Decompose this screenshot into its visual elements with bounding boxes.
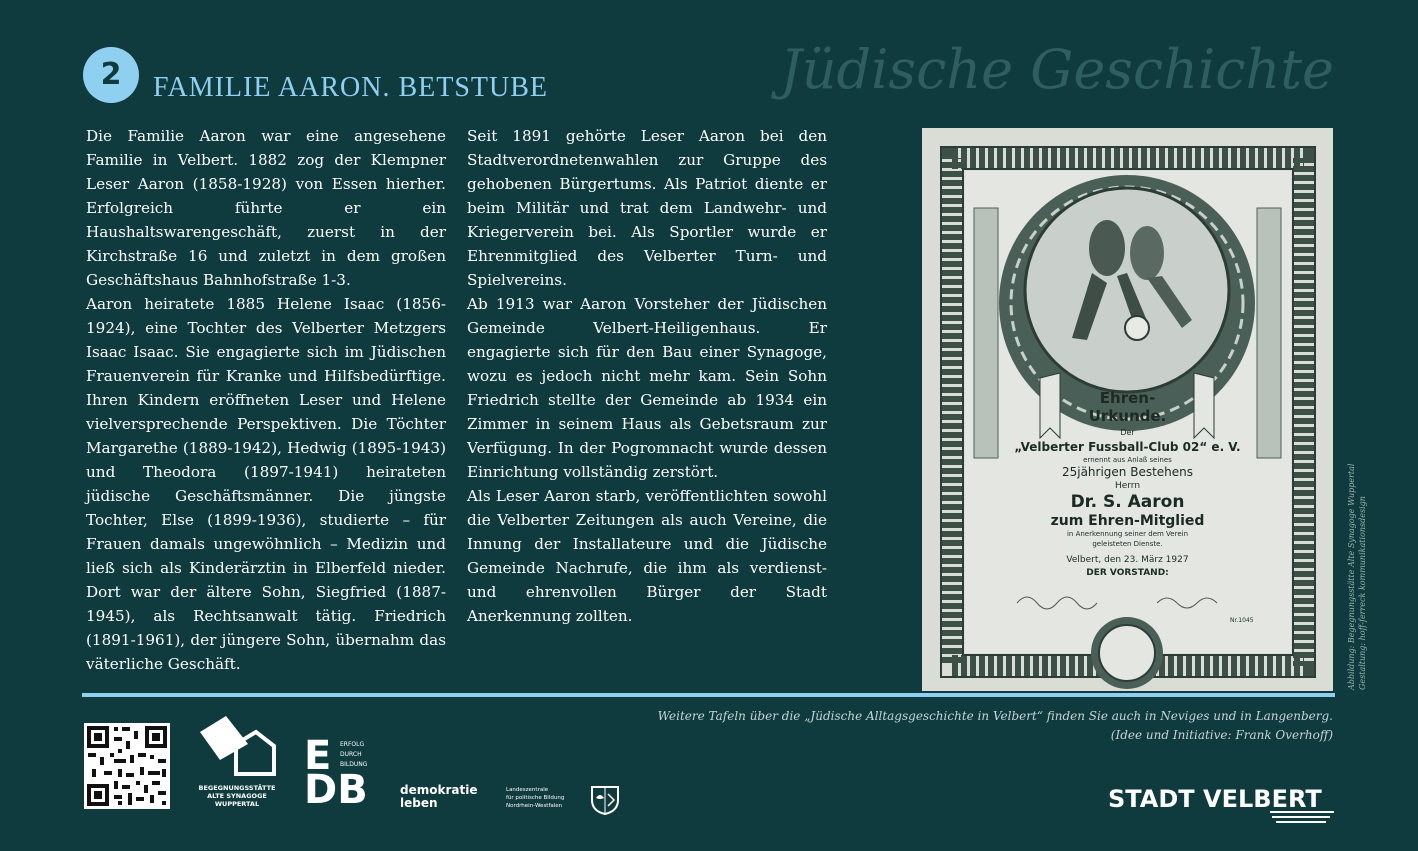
certificate-club: „Velberter Fussball-Club 02“ e. V. [1014,440,1241,454]
series-watermark: Jüdische Geschichte [780,38,1334,101]
honorary-certificate-image [922,128,1333,691]
logo-text: E [304,733,332,779]
paragraph: Ab 1913 war Aaron Vorsteher der Jüdischen Gemeinde Velbert-Heiligenhaus. Er engagierte sich für den Bau einer Synagoge, wozu es jedoch nicht mehr kam. Sein Sohn Friedrich stellte der Gemeinde ab 1934 ein Zimmer in seinem Haus als Gebetsraum zur Verfügung. In der Pogromnacht wurde dessen Einrichtung vollständig zerstört. [467,295,827,481]
certificate-role: zum Ehren-Mitglied [1050,513,1205,529]
certificate-date: Velbert, den 23. März 1927 [1066,555,1189,565]
design-credit: Gestaltung: hoff-ferreck kommunikationsdesign [1358,496,1367,690]
certificate-text: in Anerkennung seiner dem Verein [1066,530,1189,538]
footer-note [658,707,1333,745]
certificate-honoree: Dr. S. Aaron [1070,492,1185,512]
paragraph: Als Leser Aaron starb, veröffentlichten sowohl die Velberter Zeitungen als auch Vereine, die Innung der Installateure und die Jüdische Gemeinde Nachrufe, die ihm als verdienst- und ehrenvollen Bürger der Stadt Anerkennung zollten. [467,487,827,625]
certificate-serial: Nr.1045 [1230,617,1254,624]
demokratie-leben-logo [400,784,477,810]
footer-note-line: Weitere Tafeln über die „Jüdische Alltagsgeschichte in Velbert“ finden Sie auch in Neviges und in Langenberg. [657,709,1333,723]
certificate-heading: Urkunde. [1088,407,1167,425]
paragraph: Seit 1891 gehörte Leser Aaron bei den Stadtverordnetenwahlen zur Gruppe des gehobenen Bürgertums. Als Patriot diente er beim Militär und trat dem Landwehr- und Kriegerverein bei. Als Sportler wurde er Ehrenmitglied des Velberter Turn- und Spielvereins. [467,127,827,289]
logo-text: Nordrhein-Westfalen [506,803,563,809]
logo-text: WUPPERTAL [214,800,260,808]
certificate-board: DER VORSTAND: [1086,568,1169,578]
certificate-text: Der [1120,428,1135,437]
certificate-text: geleisteten Dienste. [1092,540,1163,548]
nrw-crest-icon [589,784,621,816]
certificate-text: Herrn [1114,481,1141,491]
stadt-velbert-underline [1268,808,1338,824]
logo-text: ERFOLG [340,741,365,748]
image-credit-caption [1346,463,1376,691]
logo-text: ALTE SYNAGOGE [207,792,267,800]
logo-text: BILDUNG [340,761,368,768]
text-column-left [86,124,446,676]
image-credit: Abbildung: Begegnungsstätte Alte Synagoge Wuppertal [1347,463,1356,690]
divider [82,693,1335,697]
logo-text: DURCH [340,751,362,758]
text-column-right [467,124,827,628]
paragraph: Die Familie Aaron war eine angesehene Familie in Velbert. 1882 zog der Klempner Leser Aaron (1858-1928) von Essen hierher. Erfolgreich führte er ein Haushaltswarengeschäft, zuerst in der Kirchstraße 16 und zuletzt in dem großen Geschäftshaus Bahnhofstraße 1-3. [86,127,446,289]
logo-text: für politische Bildung [506,795,565,801]
logo-text: BEGEGNUNGSSTÄTTE [198,784,276,792]
logo-text: leben [400,796,438,810]
logo-text: STADT VELBERT [1108,785,1322,813]
edb-logo [304,733,374,813]
certificate-text: ernennt aus Anlaß seines [1083,456,1172,464]
alte-synagoge-logo [196,714,278,810]
logo-text: DB [304,767,368,813]
paragraph: Aaron heiratete 1885 Helene Isaac (1856-1924), eine Tochter des Velberter Metzgers Isaac Isaac. Sie engagierte sich im Jüdischen Frauenverein für Kranke und Hilfsbedürftige. Ihren Kindern eröffneten Leser und Helene vielversprechende Perspektiven. Die Töchter Margarethe (1889-1942), Hedwig (1895-1943) und Theodora (1897-1941) heirateten jüdische Geschäftsmänner. Die jüngste Tochter, Else (1899-1936), studierte – für Frauen damals ungewöhnlich – Medizin und ließ sich als Kinderärztin in Elberfeld nieder. Dort war der ältere Sohn, Siegfried (1887-1945), als Rechtsanwalt tätig. Friedrich (1891-1961), der jüngere Sohn, übernahm das väterliche Geschäft. [86,295,446,673]
footer-note-line: (Idee und Initiative: Frank Overhoff) [1110,728,1333,742]
qr-code[interactable] [84,723,170,809]
certificate-text: 25jährigen Bestehens [1061,465,1194,479]
page-title: FAMILIE AARON. BETSTUBE [153,72,549,103]
section-number-badge: 2 [83,47,139,103]
logo-text: Landeszentrale [506,787,549,793]
certificate-heading: Ehren- [1099,389,1156,407]
landeszentrale-logo [506,786,564,810]
logo-text: demokratie [400,783,478,797]
